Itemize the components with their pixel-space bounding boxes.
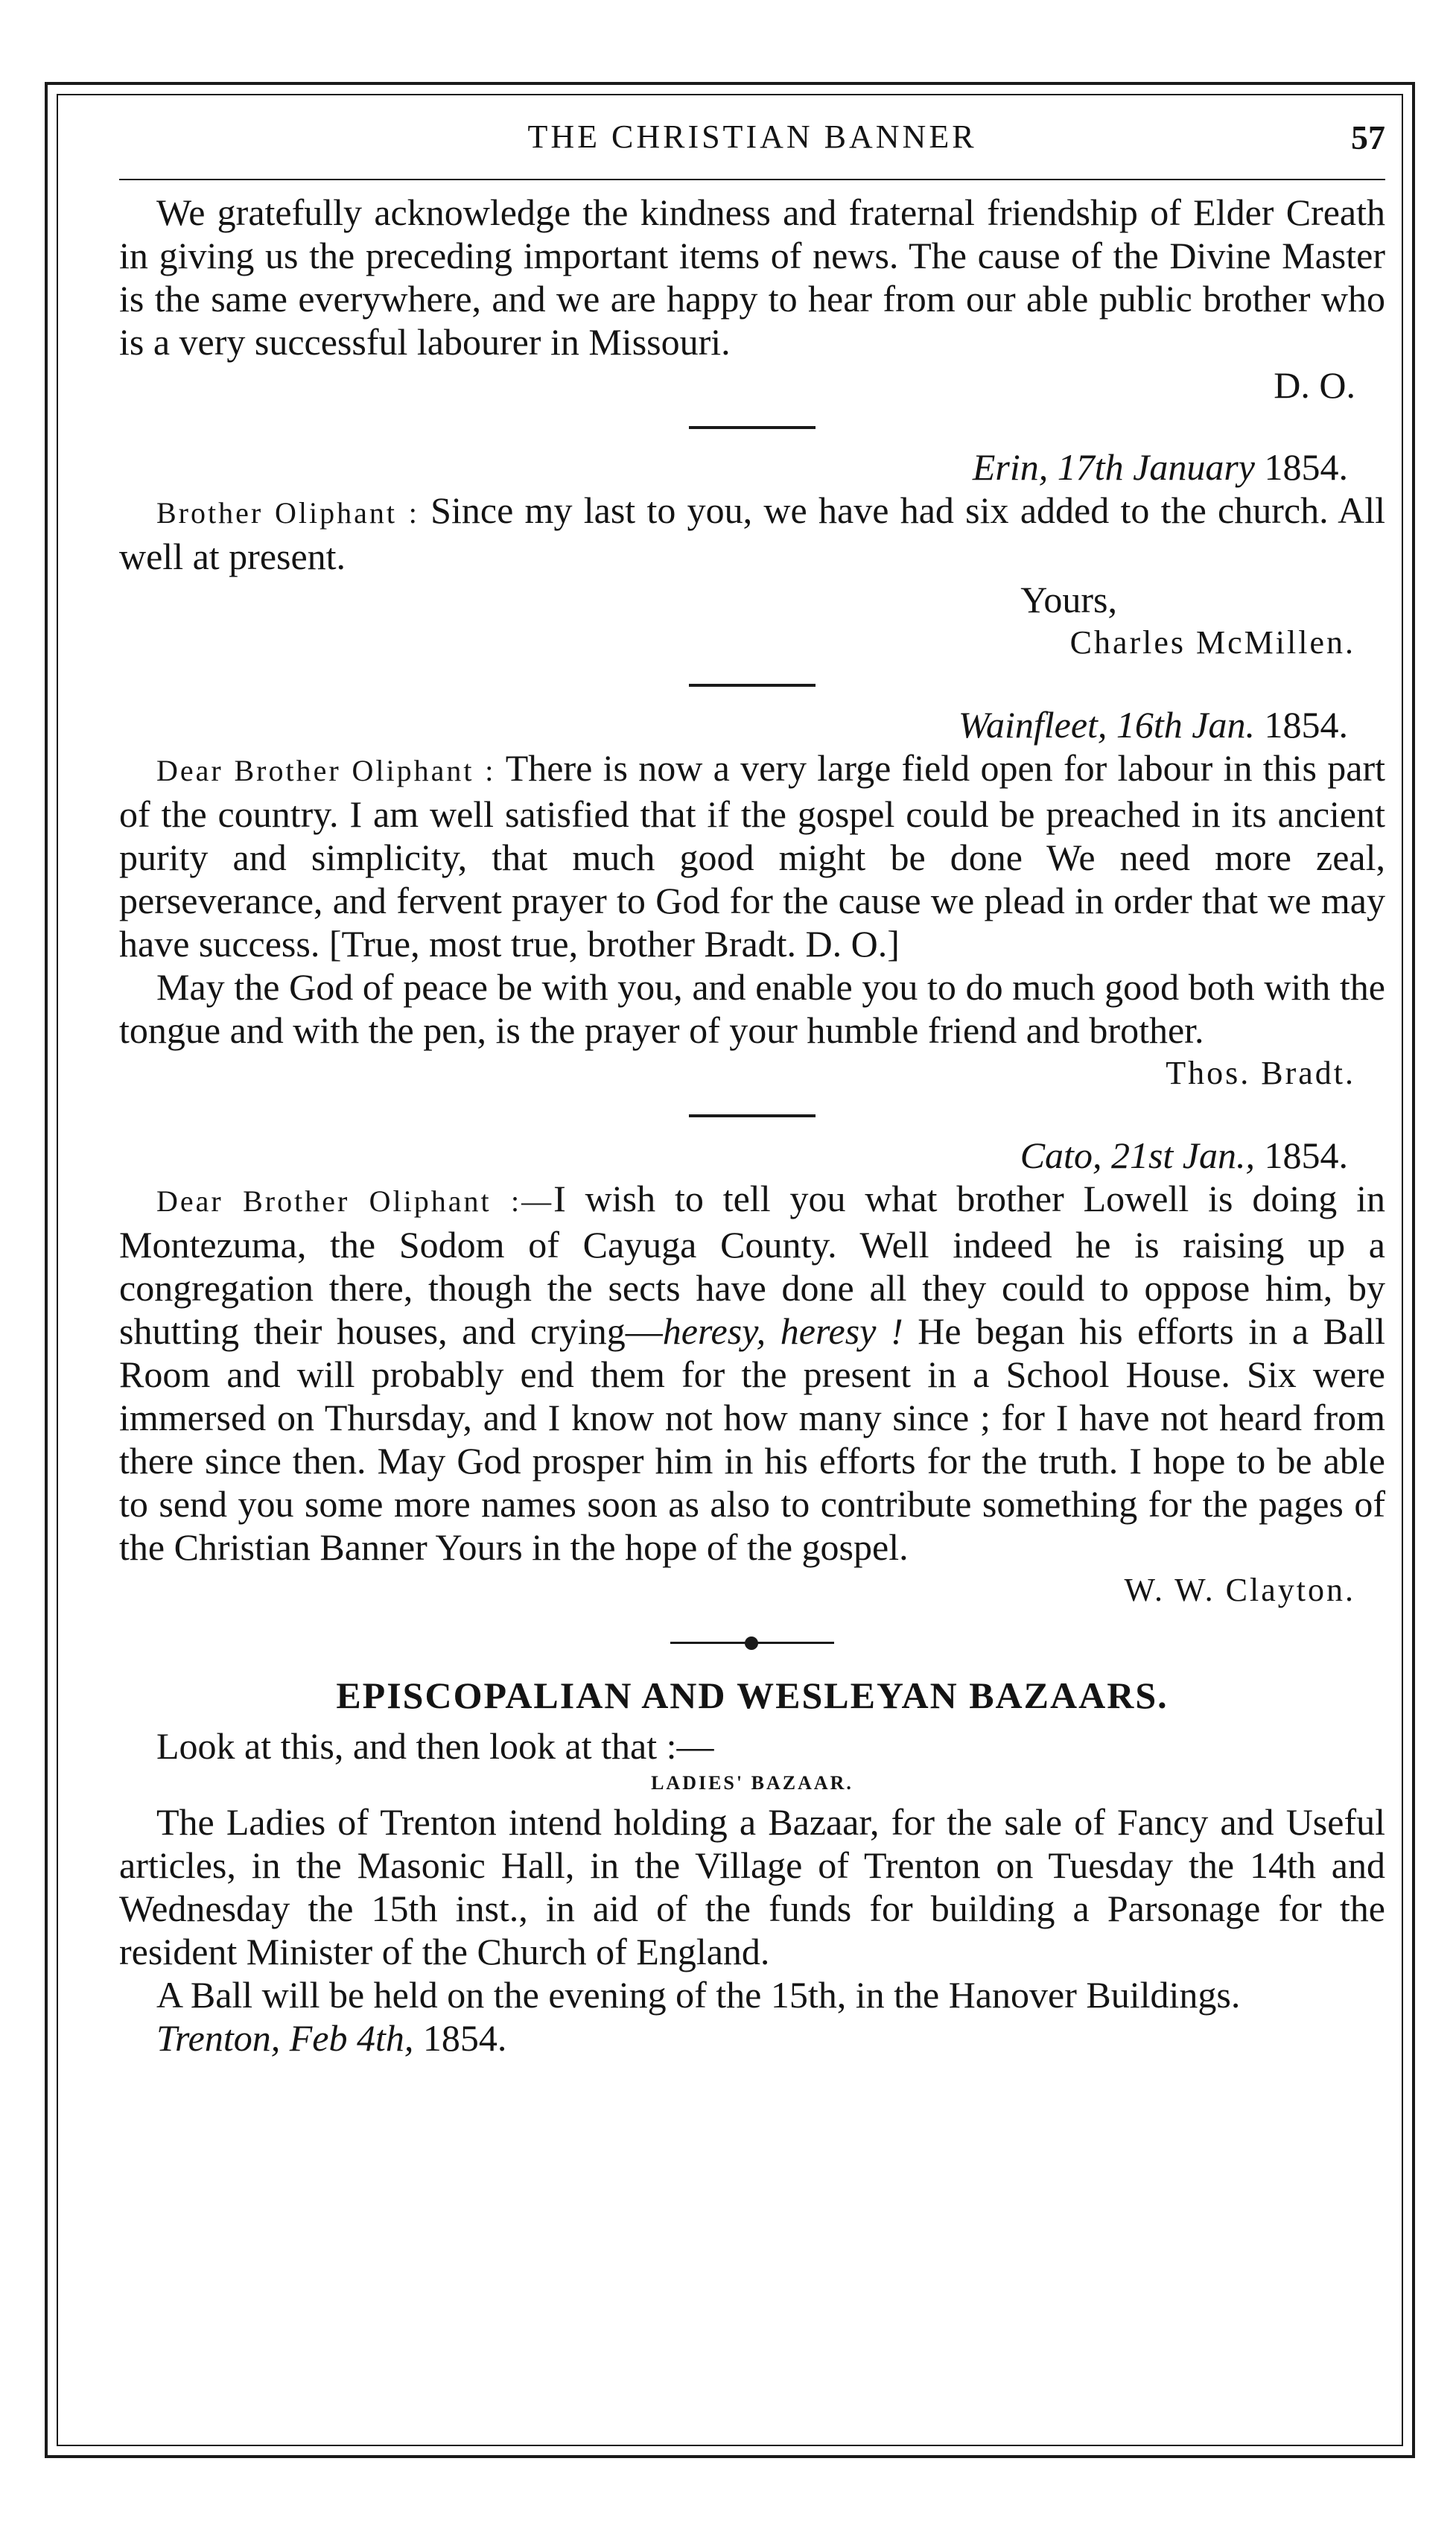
editorial-note: We gratefully acknowledge the kindness and fraternal friendship of Elder Creath in giving us the preceding important items of news. The cause of the Divine Master is the same everywhere, and we are happy to hear from our able public brother who is a very successful labourer in Missouri. bbox=[119, 191, 1385, 363]
letter1-closing: Yours, bbox=[1020, 579, 1117, 620]
letter2-dateline bbox=[119, 703, 1385, 746]
ornamental-divider bbox=[670, 1642, 834, 1644]
letter2-place: Wainfleet, 16th Jan. bbox=[958, 704, 1255, 746]
bazaar-subheading: LADIES' BAZAAR. bbox=[651, 1772, 853, 1794]
letter1-dateline bbox=[119, 445, 1385, 489]
letter1-year: 1854. bbox=[1264, 446, 1348, 488]
letter3-body-b: He began his efforts in a Ball Room and will probably end them for the present in a School House. Six were immersed on Thursday, and I know not how many since ; for I have not heard from there since then. May God prosper him in his efforts for the truth. I hope to be able to send you some more names soon as also to contribute something for the pages of the Christian Banner Yours in the hope of the gospel. bbox=[119, 1310, 1386, 1568]
newspaper-page bbox=[45, 82, 1415, 2458]
page-number: 57 bbox=[1351, 118, 1385, 156]
bazaar-heading: EPISCOPALIAN AND WESLEYAN BAZAARS. bbox=[336, 1674, 1169, 1716]
bazaar-dateline-place: Trenton, Feb 4th, bbox=[156, 2017, 414, 2059]
letter2-salutation: Dear Brother Oliphant : bbox=[156, 754, 496, 787]
letter2-body-paragraph bbox=[119, 746, 1385, 965]
letter3-signature: W. W. Clayton. bbox=[1124, 1572, 1355, 1608]
letter3-place: Cato, 21st Jan., bbox=[1020, 1134, 1255, 1176]
letter3-dateline bbox=[119, 1134, 1385, 1177]
letter2-body-paragraph-2: May the God of peace be with you, and enable you to do much good both with the tongue and with the pen, is the prayer of your humble friend and brother. bbox=[119, 966, 1385, 1051]
bazaar-ball-notice: A Ball will be held on the evening of the 15th, in the Hanover Buildings. bbox=[156, 1974, 1241, 2016]
page-content bbox=[119, 110, 1385, 2060]
section-divider bbox=[689, 426, 816, 429]
letter3-year: 1854. bbox=[1264, 1134, 1348, 1176]
letter2-signature: Thos. Bradt. bbox=[1166, 1055, 1355, 1091]
section-divider bbox=[689, 1114, 816, 1117]
editorial-signature: D. O. bbox=[1274, 364, 1355, 406]
letter1-signature: Charles McMillen. bbox=[1069, 624, 1355, 661]
section-divider bbox=[689, 684, 816, 687]
letter3-body-emphasis: heresy, heresy ! bbox=[662, 1310, 903, 1352]
bazaar-intro: Look at this, and then look at that :— bbox=[156, 1725, 714, 1767]
letter2-year: 1854. bbox=[1264, 704, 1348, 746]
letter1-place: Erin, 17th January bbox=[972, 446, 1255, 488]
letter3-salutation: Dear Brother Oliphant :— bbox=[156, 1184, 554, 1218]
letter1-salutation: Brother Oliphant : bbox=[156, 496, 419, 530]
page-title: THE CHRISTIAN BANNER bbox=[527, 118, 977, 155]
letter3-body-a: I wish to tell you what brother Lowell is doing in Montezuma, the Sodom of Cayuga County. Well indeed he is raising up a congregation there, though the sects have done all they could to oppose him, by shutting their houses, and crying— bbox=[119, 1178, 1386, 1352]
letter1-body: Since my last to you, we have had six added to the church. All well at present. bbox=[119, 489, 1386, 577]
letter2-body: There is now a very large field open for labour in this part of the country. I am well satisfied that if the gospel could be preached in its ancient purity and simplicity, that much good might be done We need more zeal, perseverance, and fervent prayer to God for the cause we plead in order that we may have success. [True, most true, brother Bradt. D. O.] bbox=[119, 747, 1385, 965]
page-header bbox=[119, 110, 1385, 180]
bazaar-dateline-year: 1854. bbox=[422, 2017, 507, 2059]
bazaar-body: The Ladies of Trenton intend holding a Bazaar, for the sale of Fancy and Useful articles, in the Masonic Hall, in the Village of Trenton on Tuesday the 14th and Wednesday the 15th inst., in aid of the funds for building a Parsonage for the resident Minister of the Church of England. bbox=[119, 1801, 1385, 1972]
letter3-body-paragraph bbox=[119, 1177, 1385, 1569]
bazaar-dateline bbox=[119, 2016, 1385, 2060]
letter1-body-paragraph bbox=[119, 489, 1385, 578]
